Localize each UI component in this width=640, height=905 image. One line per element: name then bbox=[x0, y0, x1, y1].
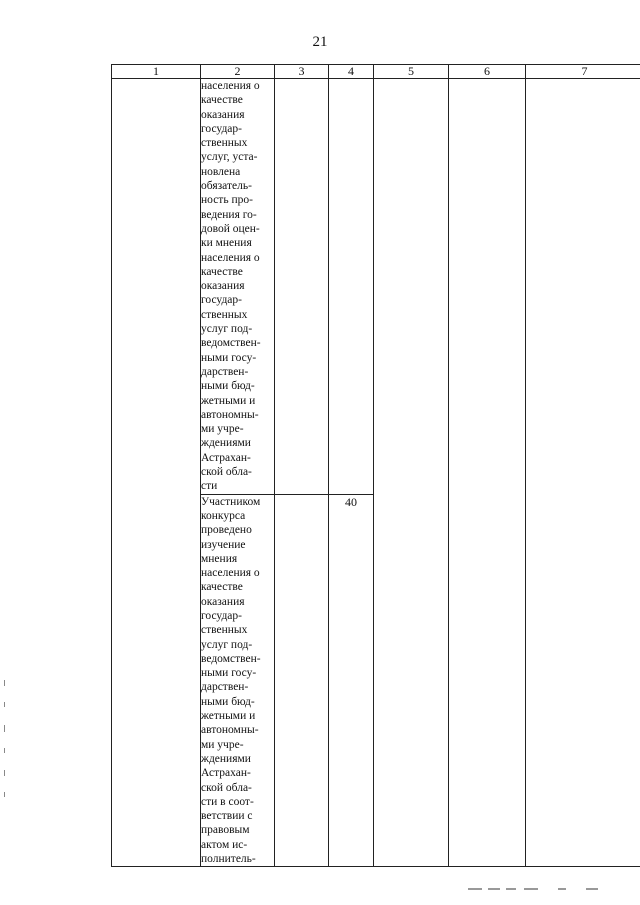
text-line: дарствен- bbox=[201, 365, 249, 378]
text-line: оказания bbox=[201, 280, 245, 293]
text-line: ственных bbox=[201, 308, 248, 321]
text-line: сти в соот- bbox=[201, 795, 254, 808]
text-line: жетными и bbox=[201, 394, 256, 407]
text-line: автономны- bbox=[201, 724, 259, 737]
cell-col-3 bbox=[275, 494, 329, 867]
cell-col-7 bbox=[526, 79, 640, 867]
text-line: качестве bbox=[201, 265, 243, 278]
header-col-1: 1 bbox=[112, 65, 201, 79]
page-number: 21 bbox=[312, 34, 328, 50]
cell-col-2 bbox=[201, 494, 275, 867]
text-line: ными бюд- bbox=[201, 380, 255, 393]
text-line: ждениями bbox=[201, 752, 251, 765]
text-line: услуг, уста- bbox=[201, 151, 258, 164]
cell-col-6 bbox=[449, 79, 526, 867]
cell-col-2 bbox=[201, 79, 275, 495]
text-line: проведено bbox=[201, 524, 252, 537]
text-line: ки мнения bbox=[201, 237, 252, 250]
header-col-6: 6 bbox=[449, 65, 526, 79]
text-line: государ- bbox=[201, 122, 242, 135]
text-line: ными госу- bbox=[201, 667, 257, 680]
cell-col-4: 40 bbox=[329, 494, 374, 867]
text-line: ведения го- bbox=[201, 208, 257, 221]
text-line: полнитель- bbox=[201, 853, 256, 866]
text-line: жетными и bbox=[201, 710, 256, 723]
cell-col-5 bbox=[374, 79, 449, 867]
text-line: ждениями bbox=[201, 437, 251, 450]
text-line: Астрахан- bbox=[201, 767, 251, 780]
text-line: дарствен- bbox=[201, 681, 249, 694]
header-col-5: 5 bbox=[374, 65, 449, 79]
cell-col-1 bbox=[112, 79, 201, 867]
text-line: ми учре- bbox=[201, 423, 244, 436]
text-line: оказания bbox=[201, 108, 245, 121]
header-col-2: 2 bbox=[201, 65, 275, 79]
text-line: правовым bbox=[201, 824, 250, 837]
text-line: Участником bbox=[201, 495, 261, 508]
text-line: ными госу- bbox=[201, 351, 257, 364]
text-line: ветствии с bbox=[201, 810, 253, 823]
header-col-4: 4 bbox=[329, 65, 374, 79]
header-row bbox=[112, 65, 640, 79]
text-line: актом ис- bbox=[201, 838, 248, 851]
text-line: качестве bbox=[201, 581, 243, 594]
text-line: ской обла- bbox=[201, 466, 252, 479]
scan-footer-marks bbox=[468, 888, 618, 892]
text-line: населения о bbox=[201, 251, 260, 264]
text-line: населения о bbox=[201, 567, 260, 580]
text-line: услуг под- bbox=[201, 638, 253, 651]
cell-col-4 bbox=[329, 79, 374, 495]
text-line: сти bbox=[201, 480, 218, 493]
text-line: ми учре- bbox=[201, 738, 244, 751]
text-line: населения о bbox=[201, 80, 260, 92]
text-line: обязатель- bbox=[201, 180, 252, 193]
text-line: оказания bbox=[201, 595, 245, 608]
text-line: автономны- bbox=[201, 408, 259, 421]
header-col-3: 3 bbox=[275, 65, 329, 79]
text-line: ведомствен- bbox=[201, 652, 261, 665]
table-row bbox=[112, 79, 640, 495]
text-line: довой оцен- bbox=[201, 222, 260, 235]
text-line: государ- bbox=[201, 294, 242, 307]
text-line: ской обла- bbox=[201, 781, 252, 794]
text-line: ведомствен- bbox=[201, 337, 261, 350]
text-line: качестве bbox=[201, 94, 243, 107]
scan-edge-marks bbox=[2, 680, 8, 800]
text-line: услуг под- bbox=[201, 323, 253, 336]
text-line: мнения bbox=[201, 552, 238, 565]
data-table bbox=[111, 64, 640, 867]
text-line: Астрахан- bbox=[201, 451, 251, 464]
text-line: изучение bbox=[201, 538, 246, 551]
cell-col-3 bbox=[275, 79, 329, 495]
text-line: ственных bbox=[201, 137, 248, 150]
header-col-7: 7 bbox=[526, 65, 640, 79]
text-line: ность про- bbox=[201, 194, 253, 207]
text-line: ными бюд- bbox=[201, 695, 255, 708]
text-line: новлена bbox=[201, 165, 241, 178]
text-line: конкурса bbox=[201, 509, 246, 522]
text-line: ственных bbox=[201, 624, 248, 637]
text-line: государ- bbox=[201, 609, 242, 622]
